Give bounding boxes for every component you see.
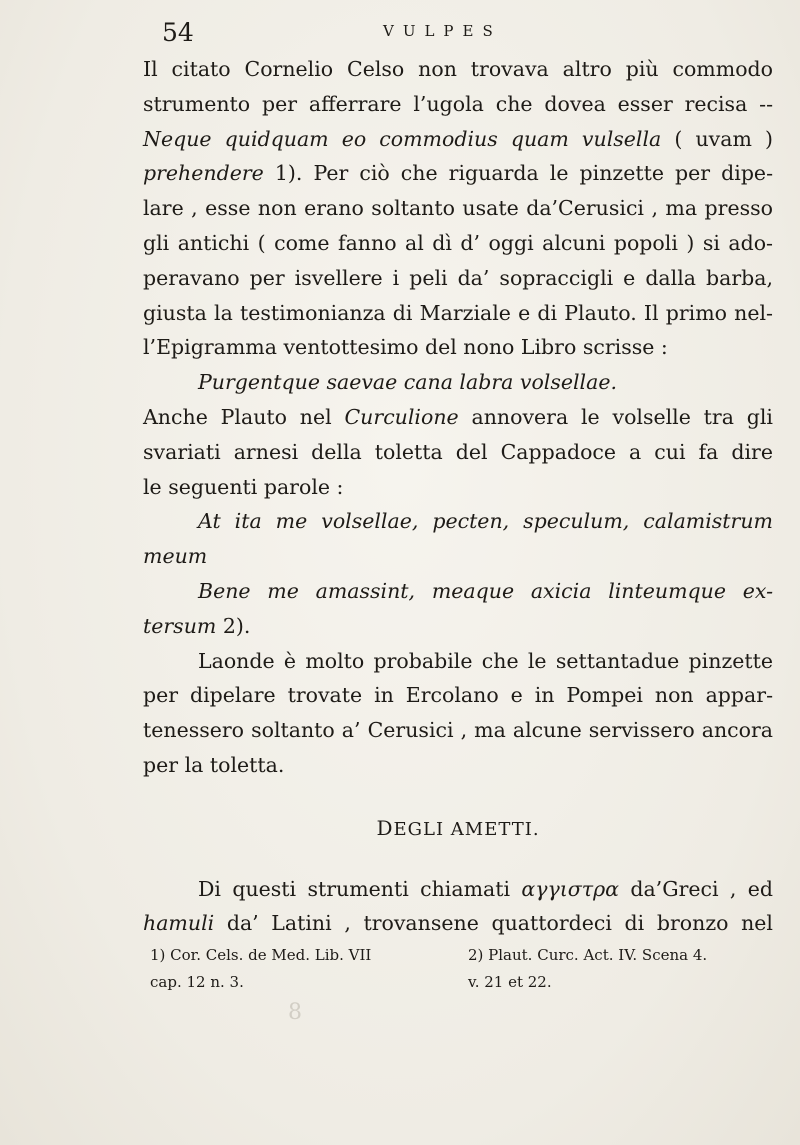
text-segment: gli antichi ( come fanno al dì d’ oggi alcuni popoli ) si ado- xyxy=(143,230,773,255)
text-segment: 2). xyxy=(216,613,251,638)
text-segment: Il citato Cornelio Celso non trovava altro più commodo xyxy=(143,57,773,81)
text-line xyxy=(143,435,773,470)
text-segment: da’ Latini , trovansene quattordeci di bronzo nel xyxy=(214,911,773,936)
text-line xyxy=(143,191,773,226)
footnote-line: cap. 12 n. 3. xyxy=(150,973,244,991)
page-number: 54 xyxy=(162,18,194,47)
text-segment: tenessero soltanto a’ Cerusici , ma alcune servissero ancora xyxy=(143,718,773,743)
italic-text: Curculione xyxy=(344,404,459,429)
text-segment: svariati arnesi della toletta del Cappadoce a cui fa dire xyxy=(143,439,773,464)
footnote-line: 2) Plaut. Curc. Act. IV. Scena 4. xyxy=(468,946,708,964)
text-line xyxy=(143,504,773,539)
text-segment: Anche Plauto nel xyxy=(143,404,345,429)
text-segment: le seguenti parole : xyxy=(143,474,344,499)
text-line xyxy=(143,365,773,400)
italic-text: meum xyxy=(143,544,208,569)
show-through-mark: 8 xyxy=(288,1000,302,1025)
italic-text: tersum xyxy=(143,613,217,638)
heading-initial: D xyxy=(376,815,394,840)
text-line xyxy=(143,872,773,907)
footnote-left xyxy=(150,942,460,996)
text-segment: da’Greci , ed xyxy=(619,876,773,901)
text-segment: strumento per afferrare l’ugola che dovea esser recisa -- xyxy=(143,91,773,116)
text-line xyxy=(143,678,773,713)
italic-text: Neque quidquam eo commodius quam vulsella xyxy=(143,126,662,151)
text-line xyxy=(143,156,773,191)
body-text xyxy=(143,52,773,941)
text-line xyxy=(143,574,773,609)
text-segment: per dipelare trovate in Ercolano e in Pompei non appar- xyxy=(143,683,773,708)
section-heading xyxy=(143,811,773,848)
page-header xyxy=(0,18,800,48)
text-line xyxy=(143,261,773,296)
text-line xyxy=(143,330,773,365)
text-line xyxy=(143,748,773,783)
text-segment: per la toletta. xyxy=(143,752,285,777)
text-line xyxy=(143,52,773,87)
text-segment: annovera le volselle tra gli xyxy=(458,404,773,429)
text-line xyxy=(143,470,773,505)
text-line xyxy=(143,906,773,941)
text-line xyxy=(143,226,773,261)
text-line xyxy=(143,539,773,574)
text-segment: peravano per isvellere i peli da’ sopraccigli e dalla barba, xyxy=(143,265,773,290)
footnote-line: v. 21 et 22. xyxy=(468,973,552,991)
text-segment: lare , esse non erano soltanto usate da’Cerusici , ma presso xyxy=(143,196,773,221)
text-segment: 1). Per ciò che riguarda le pinzette per dipe- xyxy=(263,161,773,186)
text-line xyxy=(143,122,773,157)
text-segment: Laonde è molto probabile che le settantadue pinzette xyxy=(198,648,773,673)
heading-rest: EGLI AMETTI. xyxy=(393,818,540,840)
text-line xyxy=(143,296,773,331)
text-line xyxy=(143,609,773,644)
text-line xyxy=(143,713,773,748)
italic-text: αγγιστρα xyxy=(521,876,619,901)
text-line xyxy=(143,644,773,679)
running-head: VULPES xyxy=(383,22,502,40)
italic-text: Purgentque saevae cana labra volsellae. xyxy=(198,370,617,395)
footnote-line: 1) Cor. Cels. de Med. Lib. VII xyxy=(150,946,372,964)
italic-text: Bene me amassint, meaque axicia linteumque ex- xyxy=(198,578,773,603)
paragraph-block xyxy=(143,52,773,783)
italic-text: prehendere xyxy=(143,161,264,186)
text-segment: Di questi strumenti chiamati xyxy=(198,876,522,901)
paragraph-block xyxy=(143,872,773,942)
italic-text: At ita me volsellae, pecten, speculum, calamistrum xyxy=(198,509,773,534)
text-segment: l’Epigramma ventottesimo del nono Libro scrisse : xyxy=(143,335,668,360)
text-line xyxy=(143,87,773,122)
footnote-right xyxy=(468,942,790,996)
text-segment: giusta la testimonianza di Marziale e di Plauto. Il primo nel- xyxy=(143,300,773,325)
italic-text: hamuli xyxy=(143,911,215,936)
text-line xyxy=(143,400,773,435)
text-segment: ( uvam ) xyxy=(661,126,773,151)
